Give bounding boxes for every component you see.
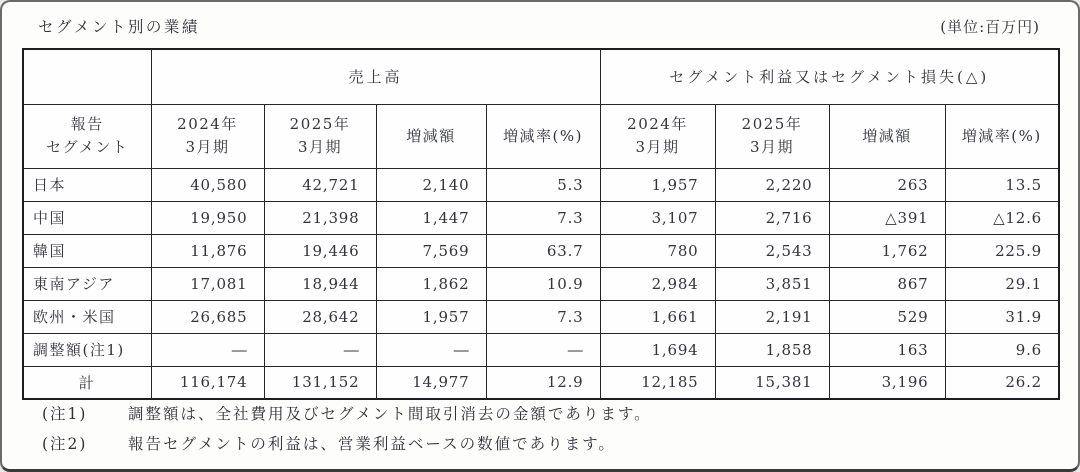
profit-change: 867: [829, 267, 945, 300]
profit-fy2024: 2,984: [600, 267, 715, 300]
profit-fy2024: 780: [600, 234, 715, 267]
profit-fy2025: 1,858: [715, 333, 829, 366]
profit-fy2025: 2,191: [715, 300, 829, 333]
footnote-2-label: (注2): [42, 435, 88, 453]
sales-fy2024: 19,950: [151, 201, 264, 234]
fy2025-period: 3月期: [749, 138, 795, 156]
profit-change: △391: [829, 201, 945, 234]
sales-fy2025: 19,446: [264, 234, 376, 267]
sales-change-rate: 63.7: [486, 234, 600, 267]
fy2024-year: 2024年: [627, 115, 688, 133]
sales-change-rate: 7.3: [486, 201, 600, 234]
profit-change-rate: 9.6: [945, 333, 1059, 366]
segment-name: 日本: [23, 168, 151, 201]
profit-fy2024: 12,185: [600, 366, 715, 399]
profit-fy2024: 1,661: [600, 300, 715, 333]
profit-change-rate: 225.9: [945, 234, 1059, 267]
group-header-row: [23, 49, 1059, 104]
sales-change-rate: 12.9: [486, 366, 600, 399]
corner-cell: [23, 49, 151, 104]
col-header-segment-line2: セグメント: [46, 138, 129, 156]
sales-fy2025: 42,721: [264, 168, 376, 201]
sales-fy2024: 17,081: [151, 267, 264, 300]
col-header-sales-fy2025: [264, 104, 376, 168]
sales-fy2024: 116,174: [151, 366, 264, 399]
segment-name: 韓国: [23, 234, 151, 267]
col-header-profit-fy2025: [715, 104, 829, 168]
sales-fy2024: 11,876: [151, 234, 264, 267]
sub-header-row: [23, 104, 1059, 168]
table-row-china: [23, 201, 1059, 234]
sales-fy2024: ―: [151, 333, 264, 366]
sales-change: ―: [376, 333, 486, 366]
profit-change: 1,762: [829, 234, 945, 267]
profit-fy2025: 2,716: [715, 201, 829, 234]
sales-fy2024: 40,580: [151, 168, 264, 201]
profit-change-rate: 26.2: [945, 366, 1059, 399]
page-title: セグメント別の業績: [38, 18, 200, 36]
sales-fy2024: 26,685: [151, 300, 264, 333]
sales-change: 2,140: [376, 168, 486, 201]
sales-change-rate: 7.3: [486, 300, 600, 333]
fy2024-period: 3月期: [635, 138, 680, 156]
footnote-2: [42, 434, 652, 455]
sales-change-rate: 10.9: [486, 267, 600, 300]
group-header-sales: 売上高: [151, 49, 600, 104]
col-header-sales-change-rate: 増減率(%): [486, 104, 600, 168]
sales-change: 1,447: [376, 201, 486, 234]
segment-name: 調整額(注1): [23, 333, 151, 366]
sales-fy2025: 21,398: [264, 201, 376, 234]
sales-change: 1,957: [376, 300, 486, 333]
profit-fy2024: 1,694: [600, 333, 715, 366]
profit-fy2025: 15,381: [715, 366, 829, 399]
footnote-1-text: 調整額は、全社費用及びセグメント間取引消去の金額であります。: [128, 405, 652, 423]
footnote-1-label: (注1): [42, 405, 88, 423]
profit-fy2025: 2,543: [715, 234, 829, 267]
profit-change: 263: [829, 168, 945, 201]
sales-change: 14,977: [376, 366, 486, 399]
sales-change: 7,569: [376, 234, 486, 267]
profit-fy2024: 1,957: [600, 168, 715, 201]
footnotes: [42, 404, 652, 464]
sales-fy2025: 18,944: [264, 267, 376, 300]
unit-label: (単位:百万円): [940, 18, 1040, 36]
fy2024-period: 3月期: [185, 138, 230, 156]
fy2024-year: 2024年: [177, 115, 238, 133]
group-header-profit: セグメント利益又はセグメント損失(△): [600, 49, 1059, 104]
col-header-segment: [23, 104, 151, 168]
col-header-segment-line1: 報告: [70, 115, 104, 133]
footnote-2-text: 報告セグメントの利益は、営業利益ベースの数値であります。: [128, 435, 616, 453]
profit-fy2025: 2,220: [715, 168, 829, 201]
profit-change: 529: [829, 300, 945, 333]
footnote-1: [42, 404, 652, 425]
segment-results-table: [22, 48, 1060, 400]
sales-change: 1,862: [376, 267, 486, 300]
profit-change-rate: 31.9: [945, 300, 1059, 333]
col-header-profit-change-rate: 増減率(%): [945, 104, 1059, 168]
fy2025-year: 2025年: [741, 115, 803, 133]
fy2025-period: 3月期: [297, 138, 343, 156]
profit-change-rate: △12.6: [945, 201, 1059, 234]
profit-change-rate: 13.5: [945, 168, 1059, 201]
table-row-europe-us: [23, 300, 1059, 333]
col-header-profit-fy2024: [600, 104, 715, 168]
table-row-total: [23, 366, 1059, 399]
col-header-profit-change: 増減額: [829, 104, 945, 168]
profit-change: 163: [829, 333, 945, 366]
table-row-adjustment: [23, 333, 1059, 366]
segment-name: 東南アジア: [23, 267, 151, 300]
table-row-korea: [23, 234, 1059, 267]
col-header-sales-change: 増減額: [376, 104, 486, 168]
profit-change-rate: 29.1: [945, 267, 1059, 300]
profit-fy2024: 3,107: [600, 201, 715, 234]
title-row: [38, 15, 1040, 37]
table-row-japan: [23, 168, 1059, 201]
sales-fy2025: 28,642: [264, 300, 376, 333]
segment-name: 欧州・米国: [23, 300, 151, 333]
table-row-southeast-asia: [23, 267, 1059, 300]
sales-change-rate: ―: [486, 333, 600, 366]
sales-fy2025: 131,152: [264, 366, 376, 399]
profit-change: 3,196: [829, 366, 945, 399]
sales-change-rate: 5.3: [486, 168, 600, 201]
segment-name: 計: [23, 366, 151, 399]
col-header-sales-fy2024: [151, 104, 264, 168]
segment-name: 中国: [23, 201, 151, 234]
sales-fy2025: ―: [264, 333, 376, 366]
profit-fy2025: 3,851: [715, 267, 829, 300]
fy2025-year: 2025年: [289, 115, 351, 133]
